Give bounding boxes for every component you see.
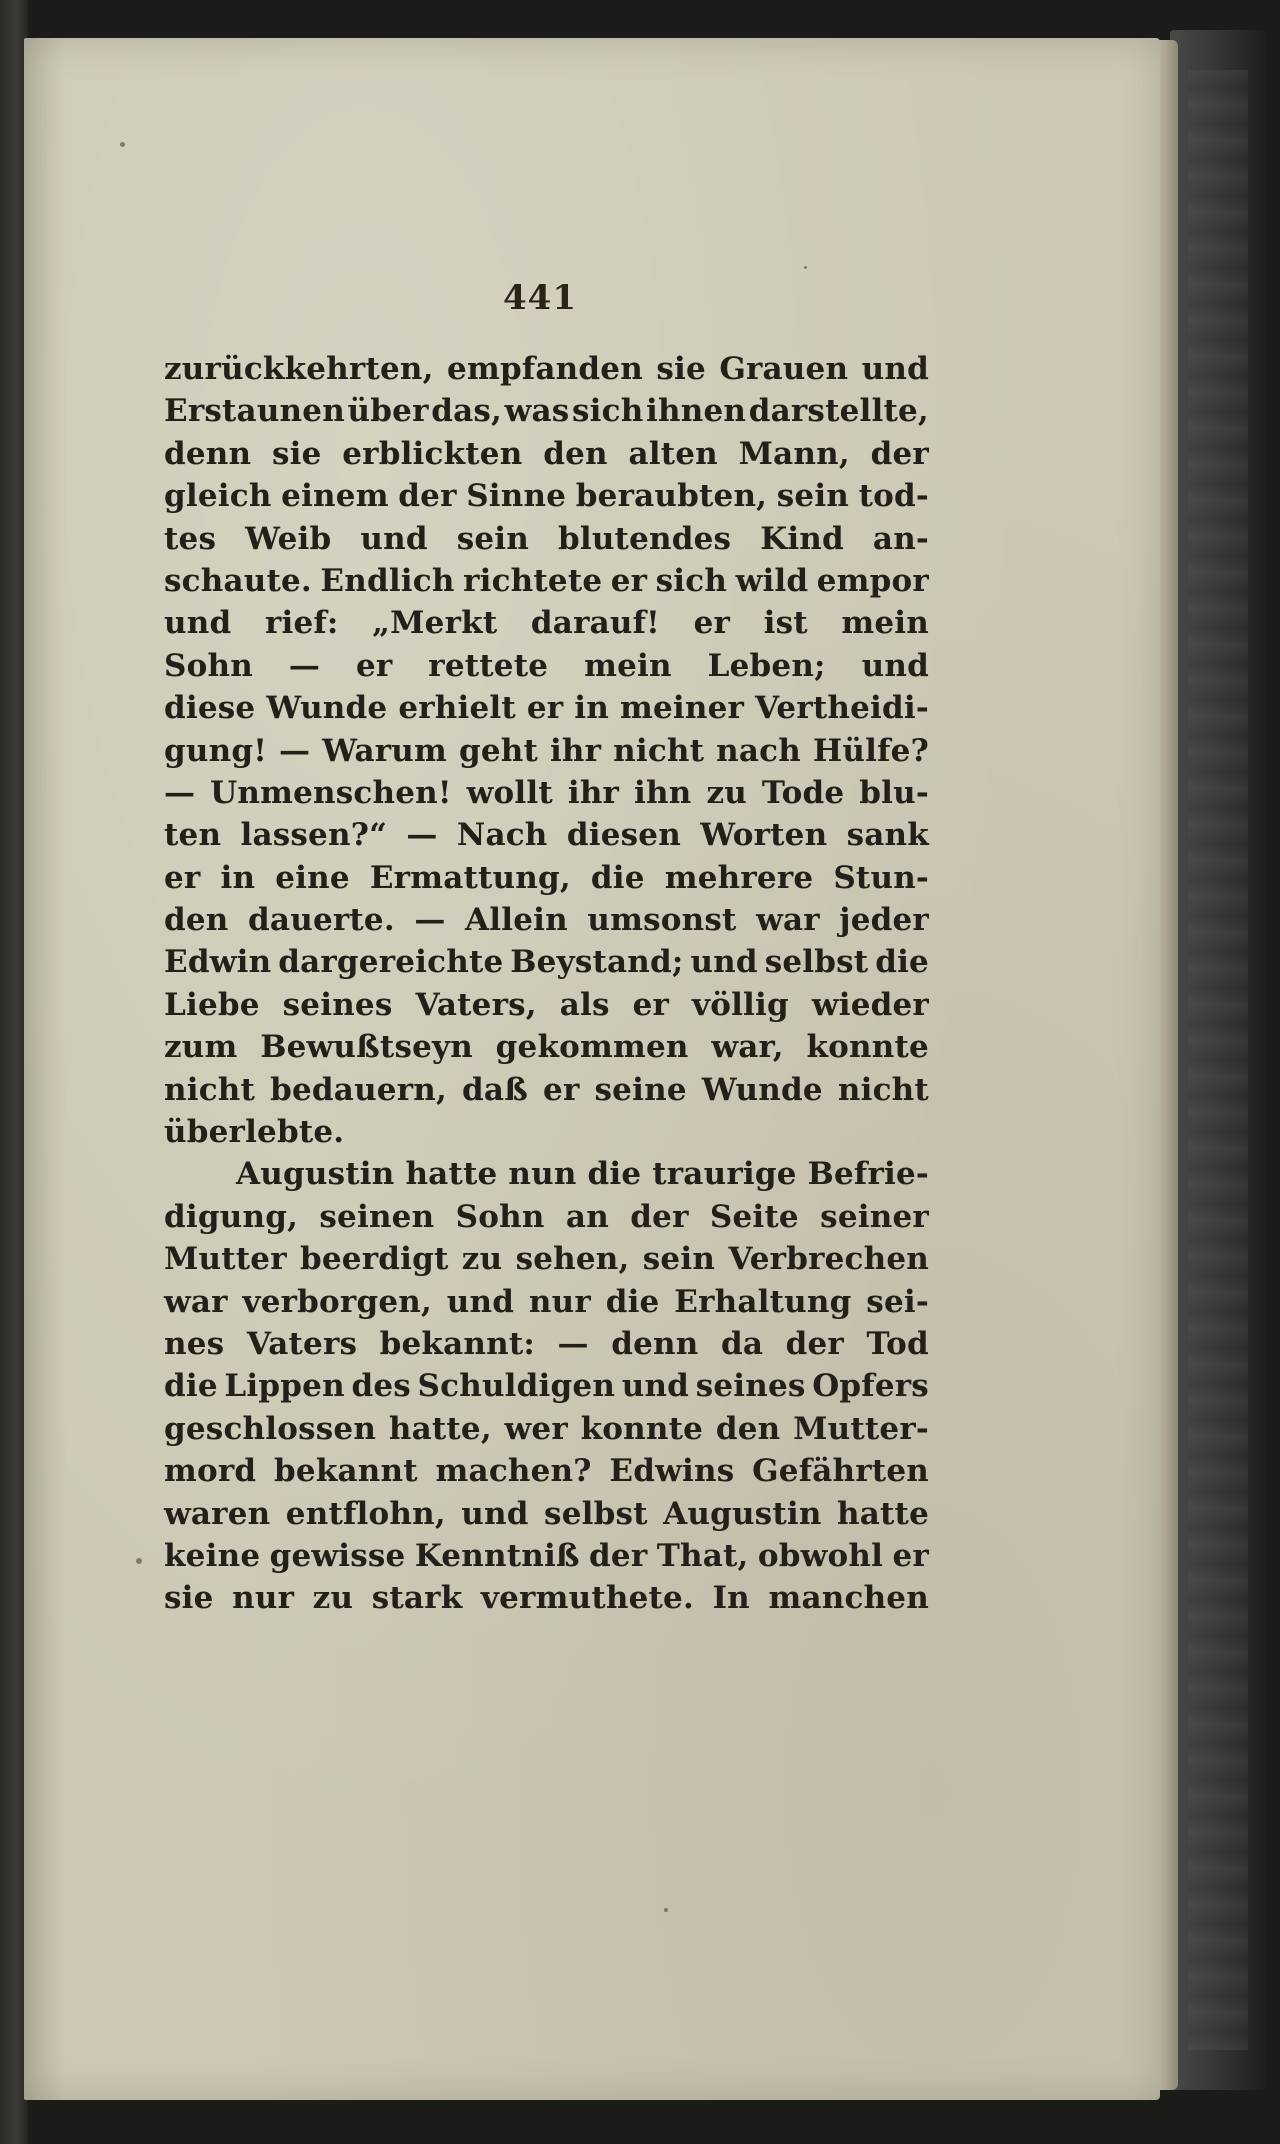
word: selbst <box>764 944 869 981</box>
word: der <box>589 1537 648 1574</box>
word: hatte, <box>388 1410 492 1447</box>
word: der <box>870 435 929 472</box>
body-text <box>164 348 929 1620</box>
word: ist <box>763 605 808 642</box>
word: er <box>164 859 201 896</box>
word: beraubten, <box>575 478 768 515</box>
word: nicht <box>164 1071 256 1108</box>
word: machen? <box>435 1453 592 1490</box>
word: dauerte. <box>248 902 395 939</box>
word: Opfers <box>812 1368 929 1405</box>
word: jeder <box>839 902 929 939</box>
word: diesen <box>566 817 681 854</box>
word: vermuthete. <box>480 1580 694 1617</box>
word: ihr <box>549 732 602 769</box>
word: gung! <box>164 732 268 769</box>
text-line <box>164 1450 929 1492</box>
word: gewisse <box>269 1537 406 1574</box>
word: Edwin <box>164 944 272 981</box>
word: Sohn <box>455 1198 545 1235</box>
text-line <box>164 560 929 602</box>
word: seiner <box>820 1198 929 1235</box>
word: Seite <box>709 1198 799 1235</box>
word: an- <box>872 520 929 557</box>
word: sich <box>655 562 728 599</box>
word: Mann, <box>738 435 850 472</box>
text-line <box>164 941 929 983</box>
word: manchen <box>768 1580 929 1617</box>
word: gleich <box>164 478 272 515</box>
word: die <box>587 1156 642 1193</box>
word: er <box>543 1071 580 1108</box>
word: — <box>288 647 321 684</box>
text-line <box>164 984 929 1026</box>
word: Erhaltung <box>674 1283 852 1320</box>
paper-speck <box>120 142 125 147</box>
word: wer <box>504 1410 568 1447</box>
word: den <box>164 902 229 939</box>
word: der <box>630 1198 689 1235</box>
word: er <box>892 1537 929 1574</box>
word: in <box>574 690 609 727</box>
word: darstellte, <box>748 393 929 430</box>
word: als <box>559 986 610 1023</box>
word: blu- <box>859 774 929 811</box>
word: Unmenschen! <box>210 774 452 811</box>
word: sei- <box>866 1283 929 1320</box>
word: darauf! <box>530 605 660 642</box>
word: — <box>164 774 196 811</box>
word: mord <box>164 1453 257 1490</box>
word: die <box>164 1368 218 1405</box>
word: Erstaunen <box>164 393 345 430</box>
word: bekannt: <box>379 1325 536 1362</box>
word: in <box>220 859 256 896</box>
text-line <box>164 1493 929 1535</box>
paper-speck <box>804 266 807 269</box>
text-line <box>164 899 929 941</box>
word: Augustin <box>663 1495 822 1532</box>
word: der <box>785 1325 844 1362</box>
text-line <box>164 1408 929 1450</box>
word: sie <box>164 1580 214 1617</box>
word: Augustin <box>236 1156 395 1193</box>
word: er <box>610 562 648 599</box>
text-line <box>164 1238 929 1280</box>
word: da <box>720 1325 764 1362</box>
text-line <box>164 1577 929 1619</box>
word: — <box>278 732 311 769</box>
word: umsonst <box>587 902 737 939</box>
page-number: 441 <box>503 278 577 318</box>
word: und <box>164 605 232 642</box>
word: traurige <box>652 1156 797 1193</box>
text-line <box>164 1153 929 1195</box>
word: Leben; <box>707 647 826 684</box>
word: richtete <box>463 562 603 599</box>
word: erblickten <box>342 435 523 472</box>
word: geschlossen <box>164 1410 377 1447</box>
text-line <box>164 857 929 899</box>
word: tes <box>164 520 217 557</box>
word: beerdigt <box>300 1241 449 1278</box>
word: erhielt <box>398 690 516 727</box>
word: Wunde <box>701 1071 823 1108</box>
word: alten <box>628 435 718 472</box>
word: Stun- <box>833 859 929 896</box>
word: sein <box>776 478 850 515</box>
word: bedauern, <box>270 1071 447 1108</box>
word: Bewußtseyn <box>260 1029 473 1066</box>
word: lassen?“ <box>240 817 388 854</box>
word: und <box>861 351 929 387</box>
word: war <box>164 1283 228 1320</box>
word: und <box>621 1368 690 1405</box>
text-line <box>164 1026 929 1068</box>
word: Endlich <box>320 562 455 599</box>
word: In <box>712 1580 750 1617</box>
text-line <box>164 814 929 856</box>
word: zu <box>461 1241 503 1278</box>
word: und <box>690 944 758 981</box>
word: Vaters, <box>415 986 537 1023</box>
word: Edwins <box>609 1453 735 1490</box>
word: sehen, <box>515 1241 630 1278</box>
word: denn <box>611 1325 699 1362</box>
word: die <box>875 944 929 981</box>
text-line <box>164 730 929 772</box>
word: einem <box>281 478 389 515</box>
word: und <box>360 520 428 557</box>
word: nes <box>164 1325 225 1362</box>
word: mehrere <box>664 859 814 896</box>
paper-speck <box>136 1558 142 1564</box>
word: sein <box>642 1241 716 1278</box>
word: Kenntniß <box>414 1537 580 1574</box>
text-line <box>164 1535 929 1577</box>
word: und <box>446 1283 515 1320</box>
word: konnte <box>806 1029 929 1066</box>
word: nicht <box>613 732 705 769</box>
word: Tode <box>761 774 845 811</box>
word: eine <box>275 859 350 896</box>
word: ihnen <box>646 393 747 430</box>
word: rettete <box>428 647 549 684</box>
word: „Merkt <box>372 605 498 642</box>
word: mein <box>841 605 929 642</box>
word: war, <box>711 1029 784 1066</box>
text-line <box>164 433 929 475</box>
word: konnte <box>580 1410 704 1447</box>
word: — <box>414 902 446 939</box>
word: des <box>351 1368 411 1405</box>
word: — <box>557 1325 589 1362</box>
word: Vaters <box>246 1325 358 1362</box>
word: waren <box>164 1495 271 1532</box>
word: Hülfe? <box>812 732 929 769</box>
word: keine <box>164 1537 261 1574</box>
word: Vertheidi- <box>755 690 929 727</box>
word: das, <box>431 393 503 430</box>
word: diese <box>164 690 256 727</box>
word: selbst <box>544 1495 648 1532</box>
word: er <box>355 647 393 684</box>
word: wild <box>735 562 809 599</box>
word: Wunde <box>266 690 388 727</box>
word: seine <box>594 1071 687 1108</box>
word: zu <box>312 1580 354 1617</box>
word: Grauen <box>719 351 849 387</box>
word: Worten <box>700 817 828 854</box>
word: meiner <box>619 690 745 727</box>
word: Warum <box>322 732 448 769</box>
word: Kind <box>760 520 844 557</box>
text-line <box>164 518 929 560</box>
word: über <box>347 393 429 430</box>
word: mein <box>584 647 672 684</box>
word: Mutter- <box>793 1410 929 1447</box>
text-line <box>164 1069 929 1111</box>
text-line <box>164 1323 929 1365</box>
word: und <box>461 1495 529 1532</box>
word: daß <box>462 1071 528 1108</box>
text-line <box>164 475 929 517</box>
text-line <box>164 1365 929 1407</box>
word: blutendes <box>557 520 732 557</box>
word: Gefährten <box>752 1453 929 1490</box>
word: nur <box>232 1580 295 1617</box>
word: obwohl <box>757 1537 884 1574</box>
word: war <box>756 902 820 939</box>
word: Verbrechen <box>728 1241 929 1278</box>
word: digung, <box>164 1198 299 1235</box>
word: empfanden <box>447 351 643 387</box>
word: nur <box>528 1283 591 1320</box>
word: Befrie- <box>807 1156 929 1193</box>
book-cover-right-edge <box>1170 30 1266 2090</box>
word: nicht <box>837 1071 929 1108</box>
word: Schuldigen <box>417 1368 616 1405</box>
word: hatte <box>405 1156 498 1193</box>
word: Tod <box>866 1325 929 1362</box>
word: Lippen <box>224 1368 345 1405</box>
text-line <box>164 602 929 644</box>
word: Liebe <box>164 986 260 1023</box>
word: den <box>715 1410 781 1447</box>
word: zurückkehrten, <box>164 351 434 387</box>
word: tod- <box>858 478 929 515</box>
text-line <box>164 1196 929 1238</box>
word: — <box>406 817 438 854</box>
word: Beystand; <box>510 944 684 981</box>
word: er <box>632 986 670 1023</box>
word: was <box>504 393 570 430</box>
word: sein <box>456 520 529 557</box>
word: nun <box>508 1156 577 1193</box>
text-line <box>164 772 929 814</box>
word: den <box>543 435 608 472</box>
word: schaute. <box>164 562 312 599</box>
word: denn <box>164 435 252 472</box>
word: er <box>693 605 731 642</box>
word: Mutter <box>164 1241 287 1278</box>
word: seines <box>282 986 393 1023</box>
word: verborgen, <box>242 1283 432 1320</box>
word: geht <box>458 732 539 769</box>
word: ten <box>164 817 222 854</box>
word: That, <box>656 1537 749 1574</box>
word: sie <box>271 435 322 472</box>
word: völlig <box>691 986 789 1023</box>
word: bekannt <box>274 1453 418 1490</box>
word: sich <box>572 393 644 430</box>
text-line <box>164 1281 929 1323</box>
word: die <box>605 1283 660 1320</box>
text-line <box>164 687 929 729</box>
word: Sinne <box>466 478 567 515</box>
word: seinen <box>319 1198 435 1235</box>
word: sie <box>656 351 706 387</box>
text-line: überlebte. <box>164 1114 345 1151</box>
word: stark <box>371 1580 463 1617</box>
word: hatte <box>837 1495 929 1532</box>
word: Ermattung, <box>369 859 571 896</box>
word: wollt <box>466 774 553 811</box>
word: zu <box>706 774 747 811</box>
word: empor <box>816 562 929 599</box>
text-line <box>164 645 929 687</box>
word: der <box>398 478 457 515</box>
word: Weib <box>245 520 332 557</box>
word: rief: <box>264 605 339 642</box>
word: ihr <box>567 774 620 811</box>
word: dargereichte <box>278 944 504 981</box>
word: und <box>861 647 929 684</box>
word: Nach <box>456 817 548 854</box>
word: zum <box>164 1029 238 1066</box>
word: ihn <box>634 774 692 811</box>
text-line <box>164 390 929 432</box>
word: seines <box>695 1368 806 1405</box>
word: gekommen <box>495 1029 689 1066</box>
word: an <box>565 1198 609 1235</box>
word: sank <box>846 817 929 854</box>
paper-speck <box>664 1908 668 1912</box>
word: entflohn, <box>285 1495 446 1532</box>
word: wieder <box>811 986 929 1023</box>
text-line <box>164 348 929 390</box>
word: er <box>526 690 564 727</box>
word: Sohn <box>164 647 253 684</box>
word: die <box>590 859 645 896</box>
word: nach <box>716 732 801 769</box>
word: Allein <box>465 902 568 939</box>
